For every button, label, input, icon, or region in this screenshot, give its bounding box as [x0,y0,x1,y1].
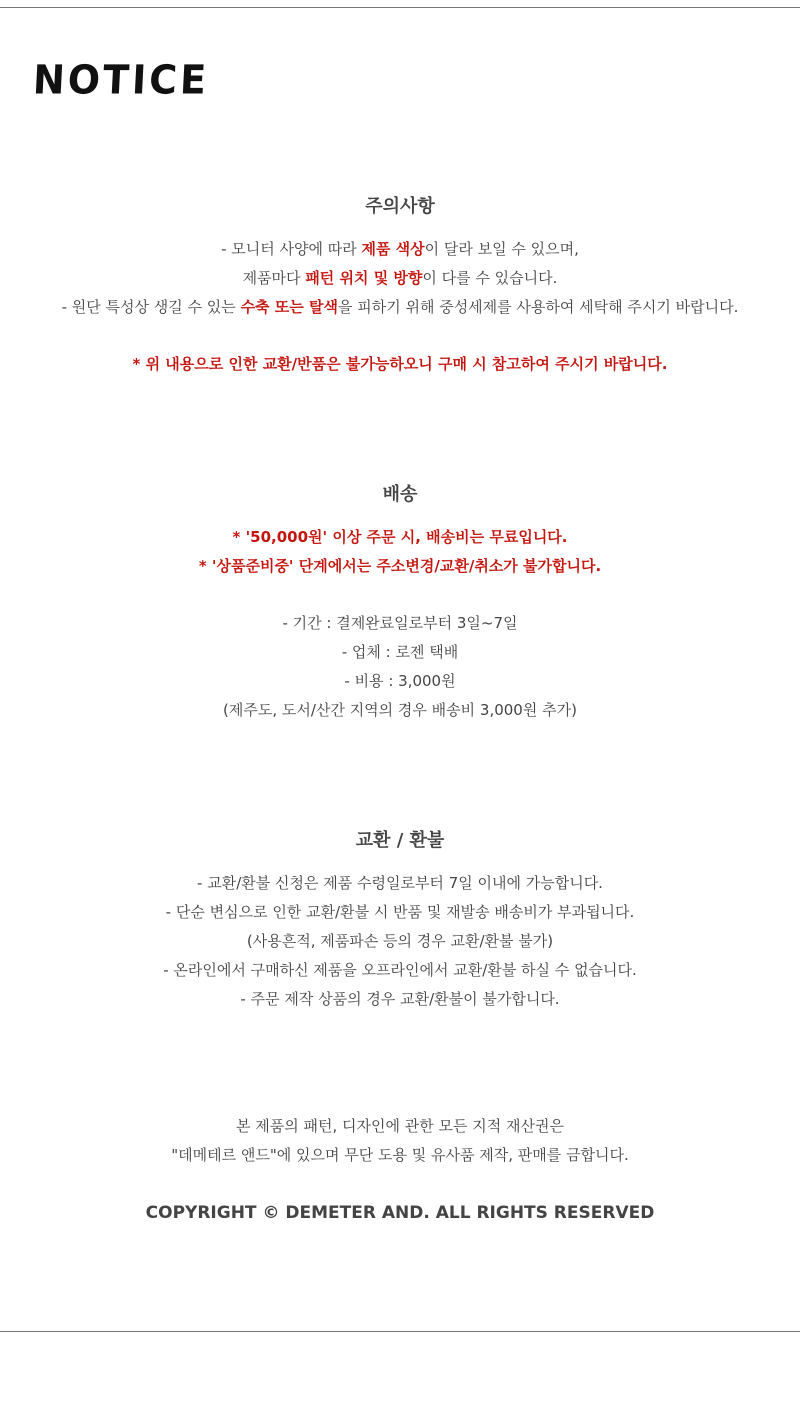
precautions-line-1-highlight: 제품 색상 [361,240,425,258]
precautions-line-1 [0,235,800,264]
ip-notice-line-2: "데메테르 앤드"에 있으며 무단 도용 및 유사품 제작, 판매를 금합니다. [171,1146,629,1164]
precautions-line-3-tail: 을 피하기 위해 중성세제를 사용하여 세탁해 주시기 바랍니다. [337,298,739,316]
precautions-section [0,192,800,379]
precautions-line-2 [0,264,800,293]
copyright-section [0,1112,800,1228]
exchange-title: 교환 / 환불 [355,830,445,851]
shipping-period: - 기간 : 결제완료일로부터 3일~7일 [282,614,518,632]
exchange-item: - 주문 제작 상품의 경우 교환/환불이 불가합니다. [240,990,560,1008]
spacer [0,1170,800,1198]
spacer [0,581,800,609]
precautions-line-2-text: 제품마다 [242,269,306,287]
precautions-line-3-text: - 원단 특성상 생길 수 있는 [61,298,241,316]
copyright-notice: COPYRIGHT © DEMETER AND. ALL RIGHTS RESERVED [145,1203,655,1223]
exchange-item: - 교환/환불 신청은 제품 수령일로부터 7일 이내에 가능합니다. [197,874,603,892]
shipping-free-notice: * '50,000원' 이상 주문 시, 배송비는 무료입니다. [232,528,568,546]
precautions-line-1-tail: 이 달라 보일 수 있으며, [424,240,579,258]
precautions-line-3 [0,293,800,322]
shipping-preparing-notice: * '상품준비중' 단계에서는 주소변경/교환/취소가 불가합니다. [198,557,602,575]
spacer [0,322,800,350]
exchange-item: (사용흔적, 제품파손 등의 경우 교환/환불 불가) [246,932,554,950]
top-divider [0,7,800,8]
precautions-warning: * 위 내용으로 인한 교환/반품은 불가능하오니 구매 시 참고하여 주시기 바랍니다. [132,355,668,373]
exchange-section [0,826,800,1014]
precautions-title: 주의사항 [365,196,435,217]
exchange-item: - 온라인에서 구매하신 제품을 오프라인에서 교환/환불 하실 수 없습니다. [163,961,637,979]
shipping-extra-cost: (제주도, 도서/산간 지역의 경우 배송비 3,000원 추가) [223,701,577,719]
bottom-divider [0,1331,800,1332]
precautions-line-2-highlight: 패턴 위치 및 방향 [305,269,423,287]
precautions-line-3-highlight: 수축 또는 탈색 [240,298,338,316]
shipping-title: 배송 [382,484,418,505]
shipping-section [0,480,800,725]
precautions-line-1-text: - 모니터 사양에 따라 [221,240,362,258]
ip-notice-line-1: 본 제품의 패턴, 디자인에 관한 모든 지적 재산권은 [236,1117,564,1135]
shipping-carrier: - 업체 : 로젠 택배 [341,643,459,661]
exchange-item: - 단순 변심으로 인한 교환/환불 시 반품 및 재발송 배송비가 부과됩니다. [165,903,635,921]
shipping-cost: - 비용 : 3,000원 [344,672,456,690]
notice-logo: NOTICE [31,56,211,104]
precautions-line-2-tail: 이 다를 수 있습니다. [422,269,558,287]
